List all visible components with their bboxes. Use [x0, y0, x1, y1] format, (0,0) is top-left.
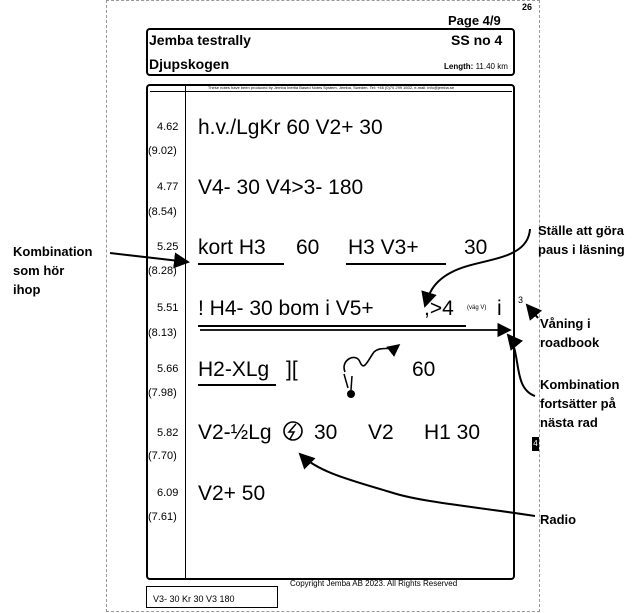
row-7-note: V2+ 50 [198, 482, 266, 505]
annotation-line: fortsätter på [540, 396, 616, 411]
row-4-note-c: i [497, 297, 502, 320]
row-3-note-d: 30 [464, 236, 488, 259]
roadbook-floor-ref: 3 [518, 295, 524, 305]
row-3-distance: 5.25 [157, 241, 179, 253]
row-2-distance: 4.77 [157, 181, 179, 193]
annotation-radio: Radio [540, 512, 577, 527]
row-7-remaining: (7.61) [148, 511, 177, 523]
row-6-note-d: H1 30 [424, 421, 481, 444]
row-2-note: V4- 30 V4>3- 180 [198, 176, 364, 199]
length-label: Length: [444, 62, 474, 71]
row-5-note-a: H2-XLg [198, 358, 270, 381]
radio-icon [284, 422, 302, 440]
annotation-line: Ställe att göra [538, 223, 624, 238]
arrow-combination-continues [508, 335, 535, 396]
arrow-radio [300, 454, 535, 516]
row-3-note-c: H3 V3+ [348, 236, 419, 259]
arrow-pause-place [425, 229, 530, 306]
production-notice: These notes have been produced by Jemba Inertia Based Notes System, Jemba, Sweden. Tel: +46 (0)70 299 1602, e-mail: info@jemba.se [150, 85, 512, 92]
row-7-distance: 6.09 [157, 487, 179, 499]
row-5-distance: 5.66 [157, 363, 179, 375]
annotation-line: som hör [13, 263, 65, 278]
arrow-floor-roadbook [527, 305, 538, 318]
row-6-remaining: (7.70) [148, 450, 177, 462]
row-4-remaining: (8.13) [148, 327, 177, 339]
row-2-remaining: (8.54) [148, 206, 177, 218]
annotation-line: Kombination [13, 244, 93, 259]
row-1-note: h.v./LgKr 60 V2+ 30 [198, 116, 383, 139]
page-number: 26 [522, 2, 533, 12]
hand-drawn-obstacle-icon [344, 345, 399, 398]
row-6-distance: 5.82 [157, 427, 179, 439]
annotation-line: nästa rad [540, 415, 598, 430]
row-6-note-a: V2-½Lg [198, 421, 272, 444]
row-4-note-b: ,>4 [424, 297, 454, 320]
row-3-remaining: (8.28) [148, 265, 177, 277]
rally-title: Jemba testrally [149, 32, 251, 48]
copyright: Copyright Jemba AB 2023. All Rights Reserved [290, 579, 458, 588]
row-5-note-b: ][ [286, 358, 298, 381]
row-3-note-b: 60 [296, 236, 320, 259]
annotation-line: paus i läsning [538, 242, 625, 257]
annotation-line: Våning i [540, 316, 591, 331]
row-6-note-b: 30 [314, 421, 338, 444]
row-1-remaining: (9.02) [148, 145, 177, 157]
row-4-distance: 5.51 [157, 302, 179, 314]
row-1-distance: 4.62 [157, 121, 179, 133]
annotation-line: roadbook [540, 335, 600, 350]
stage-name: Djupskogen [149, 56, 230, 72]
annotation-line: ihop [13, 282, 41, 297]
row-6-note-c: V2 [368, 421, 394, 444]
page-of-label: Page 4/9 [448, 13, 501, 28]
row-5-note-c: 60 [412, 358, 436, 381]
side-tab-marker: 4 [532, 437, 539, 451]
annotation-line: Kombination [540, 377, 620, 392]
arrow-combination-together [110, 253, 188, 262]
next-page-preview: V3- 30 Kr 30 V3 180 [153, 594, 235, 604]
row-3-note-a: kort H3 [198, 236, 266, 259]
length-value: 11.40 km [475, 62, 508, 71]
row-5-remaining: (7.98) [148, 387, 177, 399]
stage-number: SS no 4 [451, 32, 503, 48]
row-4-note-a: ! H4- 30 bom i V5+ [198, 297, 374, 320]
row-4-road-hint: (väg V) [467, 305, 487, 311]
